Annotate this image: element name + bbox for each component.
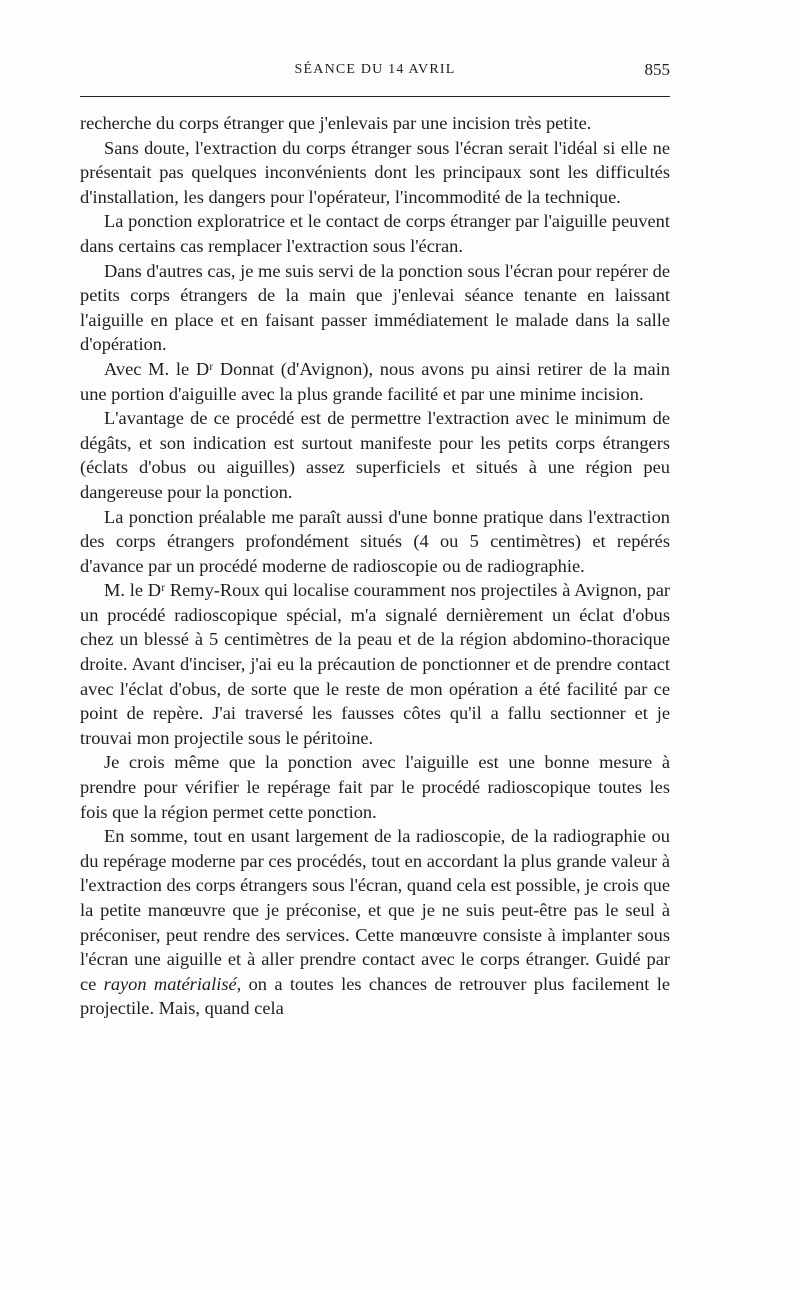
paragraph: Sans doute, l'extraction du corps étranger sous l'écran serait l'idéal si elle ne présentait pas quelques inconvénients dont les principaux sont les difficultés d'installation, les dangers pour l'opérateur, l'incommodité de la technique. — [80, 137, 670, 207]
paragraph: L'avantage de ce procédé est de permettre l'extraction avec le minimum de dégâts, et son indication est surtout manifeste pour les petits corps étrangers (éclats d'obus ou aiguilles) assez superficiels et situés à une région peu dangereuse pour la ponction. — [80, 408, 670, 502]
paragraph: La ponction préalable me paraît aussi d'une bonne pratique dans l'extraction des corps étrangers profondément situés (4 ou 5 centimètres) et repérés d'avance par un procédé moderne de radioscopie ou de radiographie. — [80, 506, 670, 576]
paragraph-final-text: En somme, tout en usant largement de la radioscopie, de la radiographie ou du repérage moderne par ces procédés, tout en accordant la plus grande valeur à l'extraction des corps étrangers sous l'écran, quand cela est possible, je crois que la petite manœuvre que je préconise, et que je ne suis peut-être pas le seul à préconiser, peut rendre des services. Cette manœuvre consiste à implanter sous l'écran une aiguille et à aller prendre contact avec le corps étranger. Guidé par ce — [80, 826, 670, 994]
paragraph: La ponction exploratrice et le contact de corps étranger par l'aiguille peuvent dans certains cas remplacer l'extraction sous l'écran. — [80, 211, 670, 256]
paragraph-final-tail: , on a toutes les chances de retrouver plus facilement le projectile. Mais, quand cela — [80, 973, 670, 1019]
paragraph: M. le Dʳ Remy-Roux qui localise couramment nos projectiles à Avignon, par un procédé radioscopique spécial, m'a signalé dernièrement un éclat d'obus chez un blessé à 5 centimètres de la peau et de la région abdomino-thoracique droite. Avant d'inciser, j'ai eu la précaution de ponctionner et de prendre contact avec l'éclat d'obus, de sorte que le reste de mon opération a été facilité par ce point de repère. J'ai traversé les fausses côtes qu'il a fallu sectionner et je trouvai mon projectile sous le péritoine. — [80, 580, 670, 748]
paragraph: Je crois même que la ponction avec l'aiguille est une bonne mesure à prendre pour vérifier le repérage fait par le procédé radioscopique toutes les fois que la région permet cette ponction. — [80, 752, 670, 822]
running-header — [80, 60, 670, 82]
body-text — [80, 111, 670, 1021]
paragraph: Avec M. le Dʳ Donnat (d'Avignon), nous avons pu ainsi retirer de la main une portion d'aiguille avec la plus grande facilité et par une minime incision. — [80, 358, 670, 404]
page-number: 855 — [644, 60, 670, 79]
running-title: SÉANCE DU 14 AVRIL — [294, 62, 456, 77]
italic-emphasis: rayon matérialisé — [103, 973, 237, 994]
paragraph-continuation: recherche du corps étranger que j'enlevais par une incision très petite. — [80, 113, 592, 133]
paragraph: Dans d'autres cas, je me suis servi de la ponction sous l'écran pour repérer de petits corps étrangers de la main que j'enlevai séance tenante en laissant l'aiguille en place et en faisant passer immédiatement le malade dans la salle d'opération. — [80, 260, 670, 355]
paragraph-final — [80, 824, 670, 1021]
header-rule — [80, 96, 670, 97]
